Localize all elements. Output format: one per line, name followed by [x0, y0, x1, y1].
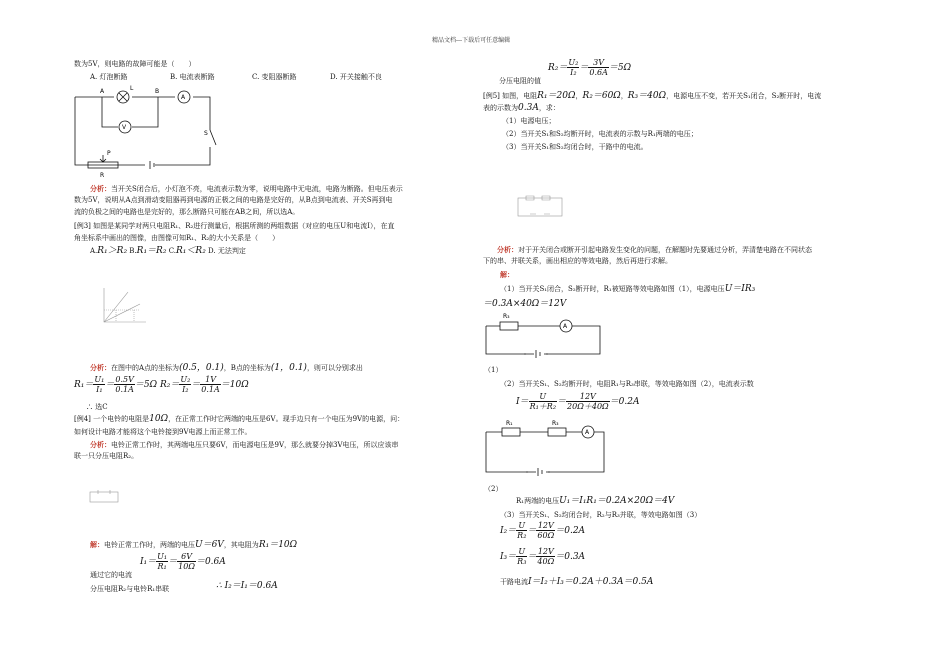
- solution-5-2b: R₁两端的电压U₁＝I₁R₁＝0.2A×20Ω＝4V: [516, 496, 675, 506]
- resistor-r3-label: R₃: [552, 420, 559, 427]
- option-b: B. 电流表断路: [170, 73, 215, 81]
- equation-i1: I₁＝ $\frac{\text{U₁}}{\text{R₁}}$ ＝ $\frac{6V}{10\Omega}$ ＝0.6A: [140, 552, 226, 571]
- figure-2-label: （2）: [484, 485, 503, 493]
- page-header: 精品文档---下载后可任意编辑: [432, 37, 511, 44]
- equation-r2: R₂＝ $\frac{\text{U₂}}{\text{I₂}}$ ＝ $\frac{3V}{0.6A}$ ＝5Ω: [548, 58, 632, 77]
- equation-r1-r2: R₁＝ $\frac{\text{U₁}}{\text{I₁}}$ ＝ $\frac{0.5V}{0.1A}$ ＝5Ω R₂＝ $\frac{\text{U₂}}{\text{I₂}}$ ＝ $\frac{1V}{0.1A}$ ＝10Ω: [74, 375, 249, 394]
- example-5: [例5] 如图，电阻R₁＝20Ω，R₂＝60Ω，R₃＝40Ω，电源电压不变，若开关S₁闭合，S₂断开时，电流: [483, 91, 822, 101]
- question-stem: 数为5V，则电路的故障可能是（ ）: [74, 60, 196, 68]
- example-3-options: A.R₁＞R₂ B.R₁＝R₂ C.R₁＜R₂ D. 无法判定: [90, 246, 246, 256]
- ammeter-label: A: [563, 323, 568, 330]
- solution-5-1-result: ＝0.3A×40Ω＝12V: [483, 299, 567, 309]
- analysis-5-line2: 下的串、并联关系，画出相应的等效电路，然后再进行求解。: [483, 257, 672, 265]
- example-4: [例4] 一个电铃的电阻是10Ω，在正常工作时它两端的电压是6V。现手边只有一个电压为9V的电源，问：: [74, 414, 405, 424]
- resistor-r1-label: R₁: [506, 420, 513, 427]
- question-1: （1）电源电压；: [502, 117, 556, 125]
- solution-4-line2: 通过它的电流: [90, 571, 132, 579]
- label-l: L: [130, 85, 134, 92]
- ammeter-label: A: [181, 94, 186, 101]
- solution-5-3: （3）当开关S₁、S₂均闭合时，R₂与R₃并联，等效电路如图（3）: [500, 511, 702, 519]
- equivalent-circuit-2: [484, 418, 608, 476]
- iu-graph: [100, 286, 148, 328]
- analysis-1-line2: 数为5V，说明从A点到滑动变阻器再到电源的正极之间的电路是完好的，从B点到电流表、开关S再到电: [74, 196, 393, 204]
- option-a: A. 灯泡断路: [90, 73, 128, 81]
- solution-label: 解：: [500, 270, 514, 279]
- analysis-4: 分析：电铃正常工作时，其两端电压只要6V，而电源电压是9V，那么就要分掉3V电压，所以应该串: [90, 440, 399, 449]
- circuit-diagram-5: [516, 194, 564, 220]
- label-b: B: [155, 88, 160, 95]
- example-5-line2: 表的示数为0.3A，求：: [483, 103, 560, 113]
- label-p: P: [107, 150, 111, 157]
- option-d: D. 开关接触不良: [330, 73, 382, 81]
- equivalent-circuit-1: [484, 310, 604, 358]
- circuit-diagram-1: [70, 85, 230, 185]
- option-c: C. 变阻器断路: [252, 73, 297, 81]
- question-2: （2）当开关S₁和S₂均断开时，电流表的示数与R₁两端的电压；: [502, 130, 698, 138]
- analysis-label: 分析：: [90, 184, 111, 193]
- solution-5-1: （1）当开关S₁闭合，S₂断开时，R₁被短路等效电路如图（1），电源电压U＝IR₃: [500, 284, 756, 294]
- equation-i2: ∴ I₂＝I₁＝0.6A: [216, 581, 278, 591]
- example-4-line2: 如何设计电路才能将这个电铃接到9V电源上而正常工作。: [74, 428, 252, 436]
- example-3-line2: 角坐标系中画出的图像，由图像可知R₁、R₂的大小关系是（ ）: [74, 234, 280, 242]
- label-s: S: [204, 130, 208, 137]
- solution-5-total: 干路电流I＝I₂＋I₃＝0.2A＋0.3A＝0.5A: [500, 577, 654, 587]
- equation-r2-label: 分压电阻的值: [499, 77, 541, 85]
- voltmeter-label: V: [122, 124, 127, 131]
- solution-4: 解：电铃正常工作时，两端的电压U＝6V，其电阻为R₁＝10Ω: [90, 540, 298, 550]
- analysis-1-line3: 流的负极之间的电路也是完好的，那么断路只可能在AB之间，所以选A。: [74, 208, 300, 216]
- analysis-3: 分析：在图中的A点的坐标为(0.5，0.1)，B点的坐标为(1，0.1)，则可以分别求出: [90, 363, 363, 373]
- analysis-4-line2: 联一只分压电阻R₂。: [74, 452, 139, 460]
- ammeter-label: A: [585, 429, 590, 436]
- equation-i-series: I＝ $\frac{U}{\text{R₁＋R₂}}$ ＝ $\frac{12V}{20\Omega+40\Omega}$ ＝0.2A: [516, 392, 640, 411]
- solution-4-line3: 分压电阻R₂与电铃R₁串联: [90, 585, 170, 593]
- figure-1-label: （1）: [484, 366, 503, 374]
- circuit-diagram-bell: [88, 490, 120, 504]
- resistor-r3-label: R₃: [503, 313, 510, 320]
- analysis-1: 分析：当开关S闭合后，小灯泡不亮，电流表示数为零，说明电路中无电流，电路为断路。但电压表示: [90, 184, 403, 193]
- label-r: R: [100, 172, 105, 179]
- question-3: （3）当开关S₁和S₂均闭合时，干路中的电流。: [502, 143, 648, 151]
- solution-5-2: （2）当开关S₁、S₂均断开时，电阻R₁与R₃串联，等效电路如图（2），电流表示数: [500, 380, 754, 388]
- equation-i2-parallel: I₂＝ $\frac{U}{\text{R₂}}$ ＝ $\frac{12V}{60\Omega}$ ＝0.2A: [500, 521, 586, 540]
- answer-3: ∴ 选C: [86, 403, 108, 411]
- equation-i3-parallel: I₃＝ $\frac{U}{\text{R₃}}$ ＝ $\frac{12V}{40\Omega}$ ＝0.3A: [500, 547, 586, 566]
- analysis-5: 分析：对于开关闭合或断开引起电路发生变化的问题，在解题时先要通过分析，弄清楚电路在不同状态: [497, 245, 812, 254]
- label-a: A: [100, 88, 105, 95]
- example-3: [例3] 如图是某同学对两只电阻R₁、R₂进行测量后，根据所测的两组数据（对应的电压U和电流I），在直: [74, 222, 395, 230]
